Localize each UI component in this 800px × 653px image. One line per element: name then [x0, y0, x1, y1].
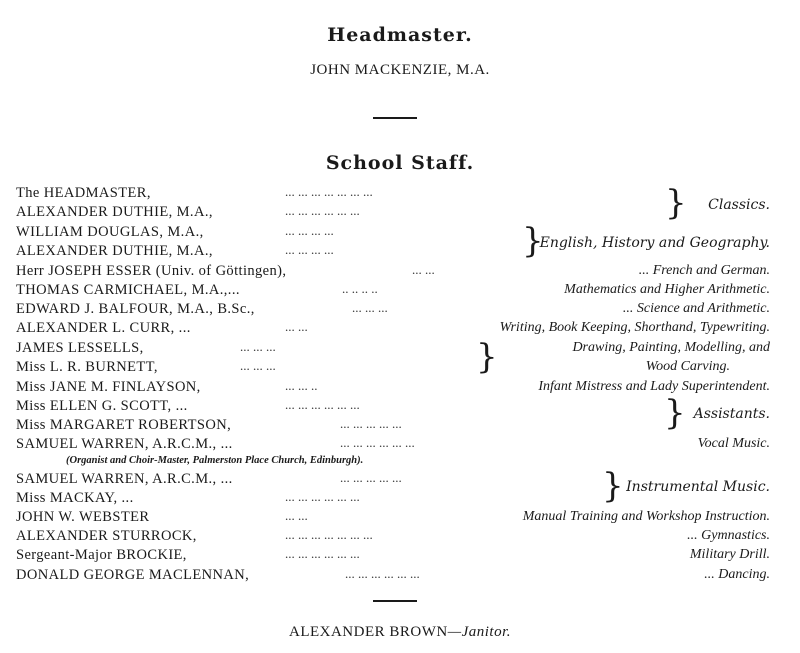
leader-dots: ... ... [412, 262, 435, 277]
leader-dots: .. .. .. .. [342, 281, 378, 296]
staff-subject: ... Gymnastics. [687, 528, 770, 543]
staff-name: JAMES LESSELLS, [16, 340, 144, 356]
staff-name: Miss L. R. BURNETT, [16, 359, 158, 375]
staff-subject: Mathematics and Higher Arithmetic. [564, 282, 770, 297]
leader-dots: ... ... ... ... ... ... [285, 203, 360, 218]
staff-row [0, 300, 800, 320]
leader-dots: ... ... ... ... [285, 223, 334, 238]
leader-dots: ... ... ... [240, 339, 276, 354]
staff-subject: Manual Training and Workshop Instruction. [522, 509, 770, 524]
leader-dots: ... ... ... ... ... [340, 416, 402, 431]
staff-row [0, 281, 800, 301]
staff-name: Sergeant-Major BROCKIE, [16, 547, 187, 563]
assistants-label: Assistants. [693, 406, 770, 422]
staff-subject: Writing, Book Keeping, Shorthand, Typewriting. [499, 320, 770, 335]
leader-dots: ... ... ... [352, 300, 388, 315]
staff-row [0, 319, 800, 339]
staff-name: ALEXANDER STURROCK, [16, 528, 197, 544]
staff-subject: ... French and German. [638, 263, 770, 278]
leader-dots: ... ... [285, 508, 308, 523]
staff-name: The HEADMASTER, [16, 185, 151, 201]
staff-subject: Infant Mistress and Lady Superintendent. [538, 379, 770, 394]
janitor-name: ALEXANDER BROWN [288, 624, 448, 640]
staff-name: Miss MACKAY, ... [16, 490, 134, 506]
staff-row [0, 339, 800, 359]
staff-name: SAMUEL WARREN, A.R.C.M., ... [16, 471, 233, 487]
classics-label: Classics. [708, 197, 770, 213]
leader-dots: ... ... ... ... ... ... ... [285, 184, 373, 199]
staff-name: ALEXANDER L. CURR, ... [16, 320, 191, 336]
staff-subject: ... Science and Arithmetic. [622, 301, 770, 316]
staff-row [0, 358, 800, 378]
divider-rule [373, 600, 417, 602]
leader-dots: ... ... ... ... ... [340, 470, 402, 485]
staff-subject: Drawing, Painting, Modelling, and [572, 340, 770, 355]
staff-row [0, 262, 800, 282]
staff-subject: Military Drill. [689, 547, 770, 562]
leader-dots: ... ... ... ... ... ... [345, 566, 420, 581]
school-staff-heading: School Staff. [325, 152, 475, 174]
right-brace-icon: } [664, 393, 686, 433]
staff-row [0, 435, 800, 455]
staff-name: DONALD GEORGE MACLENNAN, [16, 567, 250, 583]
staff-name: Miss ELLEN G. SCOTT, ... [16, 398, 188, 414]
right-brace-icon: } [476, 337, 498, 377]
staff-name: Miss MARGARET ROBERTSON, [16, 417, 232, 433]
staff-row [0, 527, 800, 547]
staff-subject: Vocal Music. [697, 436, 770, 451]
janitor-line [0, 624, 800, 641]
staff-name: Miss JANE M. FINLAYSON, [16, 379, 201, 395]
staff-name: JOHN W. WEBSTER [16, 509, 150, 525]
leader-dots: ... ... ... ... ... ... [340, 435, 415, 450]
staff-subject: ... Dancing. [704, 567, 770, 582]
staff-row [0, 546, 800, 566]
staff-list [0, 184, 800, 584]
staff-name: ALEXANDER DUTHIE, M.A., [16, 243, 213, 259]
staff-subject: Wood Carving. [645, 359, 730, 374]
instrumental-label: Instrumental Music. [626, 479, 770, 495]
leader-dots: ... ... ... [240, 358, 276, 373]
right-brace-icon: } [522, 221, 544, 261]
leader-dots: ... ... [285, 319, 308, 334]
leader-dots: ... ... .. [285, 378, 318, 393]
headmaster-name: JOHN MACKENZIE, M.A. [310, 62, 490, 78]
staff-row [0, 566, 800, 586]
divider-rule [373, 117, 417, 119]
leader-dots: ... ... ... ... ... ... [285, 489, 360, 504]
leader-dots: ... ... ... ... ... ... [285, 397, 360, 412]
leader-dots: ... ... ... ... [285, 242, 334, 257]
staff-name: WILLIAM DOUGLAS, M.A., [16, 224, 204, 240]
staff-name: SAMUEL WARREN, A.R.C.M., ... [16, 436, 233, 452]
leader-dots: ... ... ... ... ... ... [285, 546, 360, 561]
staff-row [0, 508, 800, 528]
organist-note: (Organist and Choir-Master, Palmerston Place Church, Edinburgh). [66, 455, 364, 466]
leader-dots: ... ... ... ... ... ... ... [285, 527, 373, 542]
staff-name: Herr JOSEPH ESSER (Univ. of Göttingen), [16, 263, 287, 279]
staff-name: EDWARD J. BALFOUR, M.A., B.Sc., [16, 301, 255, 317]
headmaster-heading: Headmaster. [327, 24, 473, 46]
staff-name: ALEXANDER DUTHIE, M.A., [16, 204, 213, 220]
right-brace-icon: } [665, 183, 687, 223]
english-label: English, History and Geography. [539, 235, 770, 251]
staff-name: THOMAS CARMICHAEL, M.A.,... [16, 282, 240, 298]
organist-note-row [0, 453, 800, 469]
right-brace-icon: } [602, 466, 624, 506]
janitor-role: —Janitor. [447, 624, 511, 640]
